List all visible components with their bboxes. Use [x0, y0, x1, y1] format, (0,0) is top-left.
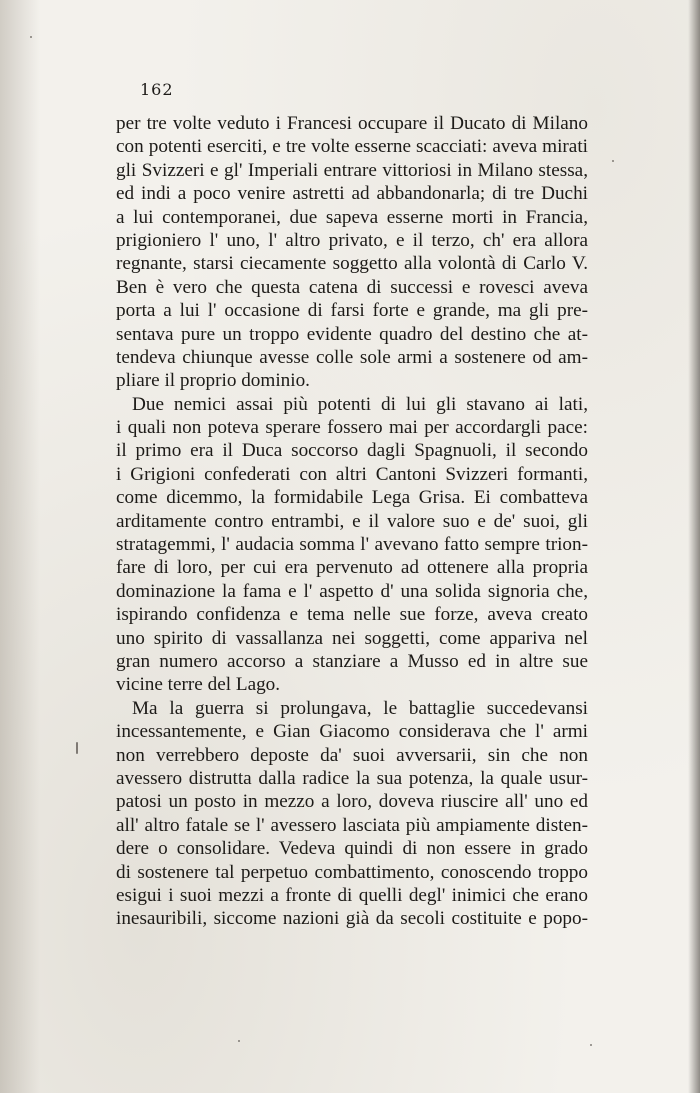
text-line: uno spirito di vassallanza nei soggetti, come appariva nel [116, 627, 588, 649]
text-line: regnante, starsi ciecamente soggetto alla volontà di Carlo V. [116, 253, 588, 275]
text-line: Ma la guerra si prolungava, le battaglie succedevansi [132, 697, 588, 719]
text-line: tendeva chiunque avesse colle sole armi a sostenere od am- [116, 346, 588, 368]
text-line: fare di loro, per cui era pervenuto ad ottenere alla propria [116, 557, 588, 579]
text-line: pliare il proprio dominio. [116, 370, 310, 392]
text-line: i quali non poteva sperare fossero mai per accordargli pace: [116, 417, 588, 439]
text-line: gli Svizzeri e gl' Imperiali entrare vittoriosi in Milano stessa, [116, 159, 588, 181]
text-line: ed indi a poco venire astretti ad abbandonarla; di tre Duchi [116, 183, 588, 205]
text-line: non verrebbero deposte da' suoi avversarii, sin che non [116, 744, 588, 766]
paper-speck [590, 1044, 592, 1046]
paper-speck [30, 36, 32, 38]
text-line: vicine terre del Lago. [116, 674, 281, 696]
body-text [116, 112, 588, 931]
text-line: come dicemmo, la formidabile Lega Grisa. Ei combatteva [116, 487, 588, 509]
text-line: di sostenere tal perpetuo combattimento, conoscendo troppo [116, 861, 588, 883]
text-line: dominazione la fama e l' aspetto d' una solida signoria che, [116, 580, 588, 602]
paper-speck [76, 742, 78, 754]
text-line: all' altro fatale se l' avessero lasciata più ampiamente disten- [116, 814, 588, 836]
text-line: i Grigioni confederati con altri Cantoni Svizzeri formanti, [116, 463, 588, 485]
text-line: inesauribili, siccome nazioni già da secoli costituite e popo- [116, 908, 588, 930]
paper-speck [238, 1040, 240, 1042]
text-line: esigui i suoi mezzi a fronte di quelli degl' inimici che erano [116, 884, 588, 906]
text-line: sentava pure un troppo evidente quadro del destino che at- [116, 323, 588, 345]
paper-speck [612, 160, 614, 162]
page-number: 162 [140, 80, 174, 99]
text-line: ispirando confidenza e tema nelle sue forze, aveva creato [116, 604, 588, 626]
page-shadow-left [0, 0, 40, 1093]
text-line: per tre volte veduto i Francesi occupare il Ducato di Milano [116, 113, 588, 134]
text-line: Due nemici assai più potenti di lui gli stavano ai lati, [132, 393, 588, 415]
text-line: con potenti eserciti, e tre volte esserne scacciati: aveva mirati [116, 136, 588, 158]
page-shadow-right [688, 0, 700, 1093]
text-line: a lui contemporanei, due sapeva esserne morti in Francia, [116, 206, 588, 228]
text-line: dere o consolidare. Vedeva quindi di non essere in grado [116, 838, 588, 860]
text-line: incessantemente, e Gian Giacomo considerava che l' armi [116, 721, 588, 743]
text-line: patosi un posto in mezzo a loro, doveva riuscire all' uno ed [116, 791, 588, 813]
text-line: prigioniero l' uno, l' altro privato, e il terzo, ch' era allora [116, 229, 588, 251]
text-line: Ben è vero che questa catena di successi e rovesci aveva [116, 276, 588, 298]
text-line: porta a lui l' occasione di farsi forte e grande, ma gli pre- [116, 300, 588, 322]
text-line: stratagemmi, l' audacia somma l' avevano fatto sempre trion- [116, 534, 588, 556]
text-line: arditamente contro entrambi, e il valore suo e de' suoi, gli [116, 510, 588, 532]
text-line: gran numero accorso a stanziare a Musso ed in altre sue [116, 650, 588, 672]
text-line: il primo era il Duca soccorso dagli Spagnuoli, il secondo [116, 440, 588, 462]
text-line: avessero distrutta dalla radice la sua potenza, la quale usur- [116, 767, 588, 789]
